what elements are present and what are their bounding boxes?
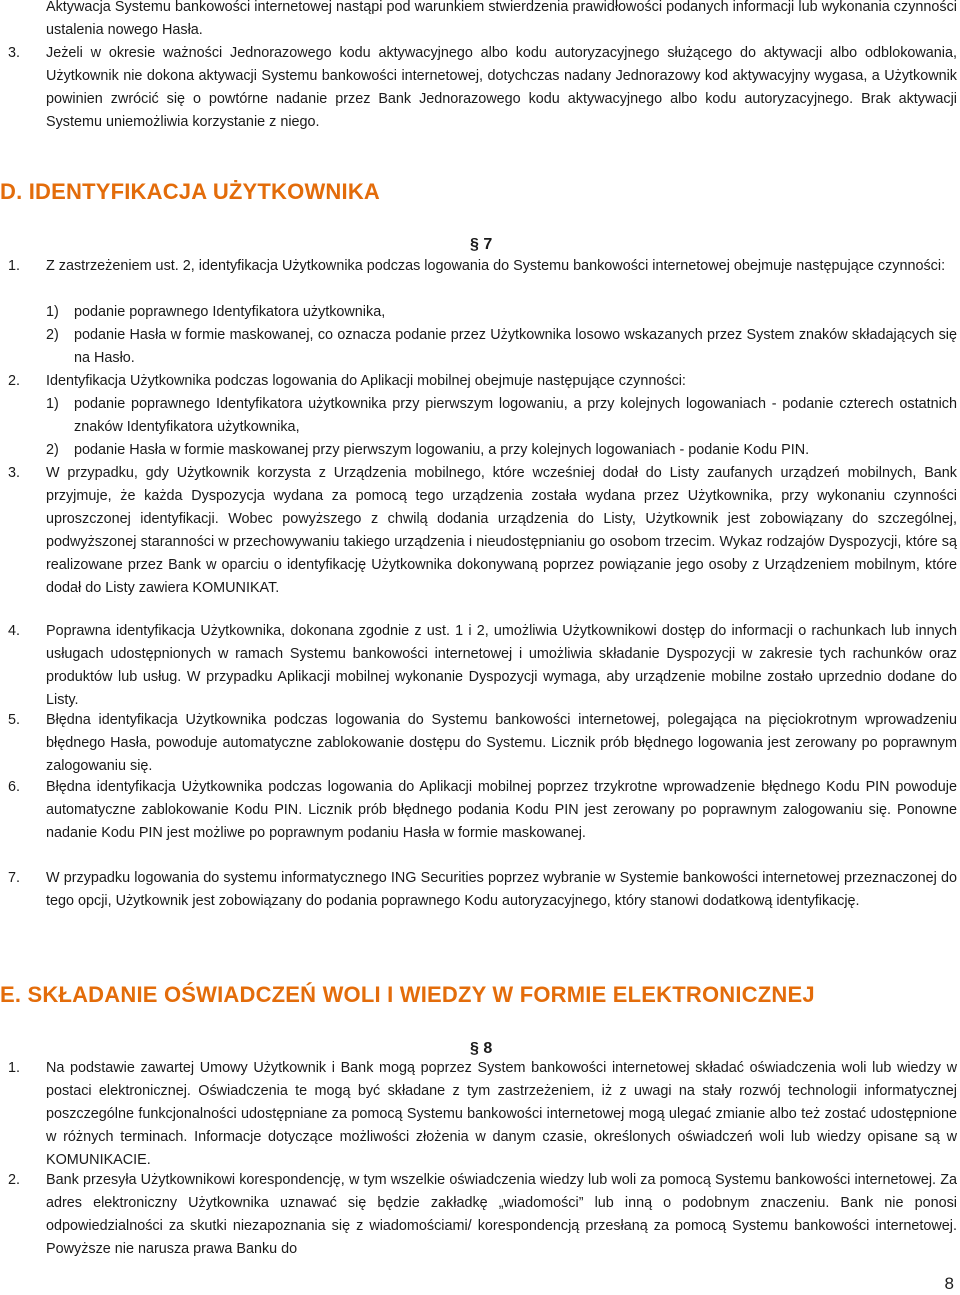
item-number: 3.: [8, 45, 21, 61]
subitem-text: podanie poprawnego Identyfikatora użytkownika,: [74, 304, 386, 320]
item-number: 2.: [8, 373, 21, 389]
subitem-number: 1): [46, 396, 59, 412]
item-paragraph: Bank przesyła Użytkownikowi korespondencję, w tym wszelkie oświadczenia wiedzy lub woli za pomocą Systemu bankowości internetowej. Za adres elektroniczny Użytkownika uznawać się będzie zakładkę „wiadomości” lub inną o podobnym znaczeniu. Bank nie ponosi odpowiedzialności za skutki niezapoznania się z wiadomościami/ korespondencją przesłaną za pomocą Systemu bankowości internetowej. Powyższe nie narusza prawa Banku do: [46, 1172, 957, 1257]
item-paragraph: Z zastrzeżeniem ust. 2, identyfikacja Użytkownika podczas logowania do Systemu bankowości internetowej obejmuje następujące czynności:: [46, 258, 946, 274]
item-paragraph: Błędna identyfikacja Użytkownika podczas logowania do Systemu bankowości internetowej, polegająca na pięciokrotnym wprowadzeniu błędnego Hasła, powoduje automatyczne zablokowanie dostępu do Systemu. Licznik prób błędnego logowania jest zerowany po poprawnym zalogowaniu się.: [46, 712, 957, 774]
item-paragraph: Jeżeli w okresie ważności Jednorazowego kodu aktywacyjnego albo kodu autoryzacyjnego służącego do aktywacji albo odblokowania, Użytkownik nie dokona aktywacji Systemu bankowości internetowej, dotychczas nadany Jednorazowy kod aktywacyjny wygasa, a Użytkownik powinien zwrócić się o powtórne nadanie przez Bank Jednorazowego kodu aktywacyjnego albo kodu autoryzacyjnego. Brak aktywacji Systemu uniemożliwia korzystanie z niego.: [46, 45, 957, 130]
item-number: 2.: [8, 1172, 21, 1188]
item-number: 7.: [8, 870, 21, 886]
subitem-text: podanie poprawnego Identyfikatora użytkownika przy pierwszym logowaniu, a przy kolejnych logowaniach - podanie czterech ostatnich znaków Identyfikatora użytkownika,: [74, 396, 957, 435]
section-mark-7: § 7: [470, 236, 493, 253]
item-paragraph: Błędna identyfikacja Użytkownika podczas logowania do Aplikacji mobilnej poprzez trzykrotne wprowadzenie błędnego Kodu PIN powoduje automatyczne zablokowanie Kodu PIN. Licznik prób błędnego podania Kodu PIN jest zerowany po poprawnym zalogowaniu się. Ponowne nadanie Kodu PIN jest możliwe po poprawnym podaniu Hasła w formie maskowanej.: [46, 779, 957, 841]
section-mark-8: § 8: [470, 1040, 493, 1057]
subitem-text: podanie Hasła w formie maskowanej przy pierwszym logowaniu, a przy kolejnych logowaniach - podanie Kodu PIN.: [74, 442, 810, 458]
subitem-number: 2): [46, 327, 59, 343]
item-paragraph: Poprawna identyfikacja Użytkownika, dokonana zgodnie z ust. 1 i 2, umożliwia Użytkownikowi dostęp do informacji o rachunkach lub innych usługach udostępnionych w ramach Systemu bankowości internetowej i umożliwia składanie Dyspozycji w zakresie tych rachunków oraz produktów lub usług. W przypadku Aplikacji mobilnej wykonanie Dyspozycji wymaga, aby urządzenie mobilne zostało uprzednio dodane do Listy.: [46, 623, 957, 708]
section-e-heading: E. SKŁADANIE OŚWIADCZEŃ WOLI I WIEDZY W FORMIE ELEKTRONICZNEJ: [0, 982, 815, 1007]
subitem-number: 1): [46, 304, 59, 320]
item-paragraph: W przypadku, gdy Użytkownik korzysta z Urządzenia mobilnego, które wcześniej dodał do Listy zaufanych urządzeń mobilnych, Bank przyjmuje, że każda Dyspozycja wydana za pomocą tego urządzenia została wydana przez Użytkownika, przy wykonaniu czynności uproszczonej identyfikacji. Wobec powyższego z chwilą dodania urządzenia do Listy, Użytkownik jest zobowiązany do szczególnej, podwyższonej staranności w przechowywaniu takiego urządzenia i nieudostępnianiu go osobom trzecim. Wykaz rodzajów Dyspozycji, które są realizowane przez Bank w oparciu o identyfikację Użytkownika dokonywaną poprzez powiązanie jego osoby z Urządzeniem mobilnym, które dodał do Listy zawiera KOMUNIKAT.: [46, 465, 957, 596]
item-number: 4.: [8, 623, 21, 639]
item-paragraph: Na podstawie zawartej Umowy Użytkownik i Bank mogą poprzez System bankowości internetowej składać oświadczenia woli lub wiedzy w postaci elektronicznej. Oświadczenia te mogą być składane z tym zastrzeżeniem, iż z uwagi na stały rozwój technologii informatycznej poszczególne funkcjonalności udostępniane za pomocą Systemu bankowości internetowej mogą ulegać zmianie albo też zostać udostępnione w różnych terminach. Informacje dotyczące możliwości złożenia w danym czasie, określonych oświadczeń woli lub wiedzy opisane są w KOMUNIKACIE.: [46, 1060, 957, 1168]
subitem-number: 2): [46, 442, 59, 458]
item-number: 3.: [8, 465, 21, 481]
item-number: 1.: [8, 258, 21, 274]
item-number: 6.: [8, 779, 21, 795]
page-number: 8: [944, 1274, 954, 1293]
item-paragraph: W przypadku logowania do systemu informatycznego ING Securities poprzez wybranie w Systemie bankowości internetowej przeznaczonej do tego opcji, Użytkownik jest zobowiązany do podania poprawnego Kodu autoryzacyjnego, który stanowi dodatkową identyfikację.: [46, 870, 957, 909]
item-paragraph: Identyfikacja Użytkownika podczas logowania do Aplikacji mobilnej obejmuje następujące czynności:: [46, 373, 686, 389]
continuation-paragraph: Aktywacja Systemu bankowości internetowej nastąpi pod warunkiem stwierdzenia prawidłowości podanych informacji lub wykonania czynności ustalenia nowego Hasła.: [46, 0, 957, 38]
item-number: 1.: [8, 1060, 21, 1076]
section-d-heading: D. IDENTYFIKACJA UŻYTKOWNIKA: [0, 179, 380, 204]
item-number: 5.: [8, 712, 21, 728]
subitem-text: podanie Hasła w formie maskowanej, co oznacza podanie przez Użytkownika losowo wskazanych przez System znaków składających się na Hasło.: [74, 327, 957, 366]
